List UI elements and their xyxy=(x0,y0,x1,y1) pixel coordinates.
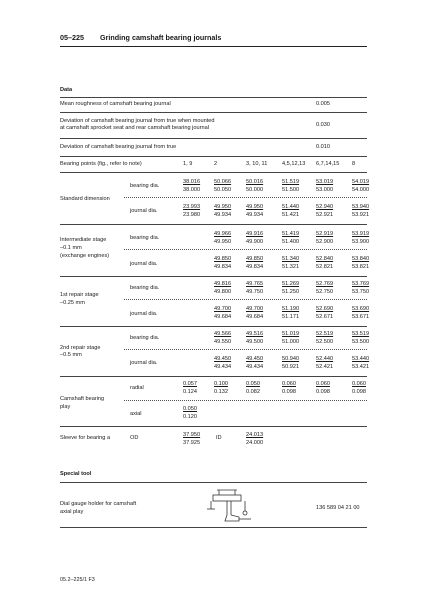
cell: 49.966 xyxy=(214,231,232,237)
bearing-dia-label: bearing dia. xyxy=(130,235,160,241)
stage-name: Intermediate stage xyxy=(60,237,107,243)
journal-dia-label: journal dia. xyxy=(130,360,158,366)
section-rule xyxy=(60,527,367,528)
cell: 49.950 xyxy=(246,204,264,210)
bearing-dia-label: bearing dia. xyxy=(130,183,160,189)
row-divider xyxy=(60,156,367,157)
cell: 52.421 xyxy=(316,364,334,370)
section-rule xyxy=(60,97,367,98)
cell: 24.000 xyxy=(246,440,264,446)
cell: 53.690 xyxy=(352,306,370,312)
cell: 0.060 xyxy=(352,381,366,387)
journal-dia-label: journal dia. xyxy=(130,208,158,214)
cell: 52.821 xyxy=(316,264,334,270)
cell: 37.950 xyxy=(183,432,201,438)
cell: 52.919 xyxy=(316,231,334,237)
column-header: 1, 9 xyxy=(183,161,193,167)
cell: 37.925 xyxy=(183,440,201,446)
cell: 49.800 xyxy=(214,289,232,295)
cell: 0.050 xyxy=(183,406,197,412)
cell: 51.419 xyxy=(282,231,300,237)
cell: 53.421 xyxy=(352,364,370,370)
cell: 49.550 xyxy=(214,339,232,345)
cell: 38.000 xyxy=(183,187,201,193)
bearing-dia-label: bearing dia. xyxy=(130,335,160,341)
cell: 51.250 xyxy=(282,289,300,295)
spec-label: at camshaft sprocket seat and rear camshaft bearing journal xyxy=(60,125,209,131)
special-tool-heading: Special tool xyxy=(60,471,92,477)
row-divider xyxy=(60,276,367,277)
row-divider xyxy=(60,172,367,173)
cell: 51.519 xyxy=(282,179,300,185)
cell: 53.940 xyxy=(352,204,370,210)
cell: 51.500 xyxy=(282,187,300,193)
bearing-points-label: Bearing points (fig., refer to note) xyxy=(60,161,142,167)
cell: 49.750 xyxy=(246,289,264,295)
cell: 23.993 xyxy=(183,204,201,210)
cell: 49.765 xyxy=(246,281,264,287)
column-header: 2 xyxy=(214,161,218,167)
cell: 49.834 xyxy=(246,264,264,270)
id-label: ID xyxy=(216,435,222,441)
stage-name: 2nd repair stage xyxy=(60,345,101,351)
journal-dia-label: journal dia. xyxy=(130,261,158,267)
cell: 50.921 xyxy=(282,364,300,370)
spec-value: 0.010 xyxy=(316,144,330,150)
page-title: Grinding camshaft bearing journals xyxy=(100,33,222,42)
cell: 49.916 xyxy=(246,231,264,237)
play-name: play xyxy=(60,404,71,410)
cell: 49.684 xyxy=(214,314,232,320)
cell: 49.434 xyxy=(214,364,232,370)
cell: 52.519 xyxy=(316,331,334,337)
cell: 0.120 xyxy=(183,414,197,420)
cell: 49.450 xyxy=(214,356,232,362)
section-rule xyxy=(60,482,367,483)
cell: 0.057 xyxy=(183,381,197,387)
cell: 0.098 xyxy=(352,389,366,395)
cell: 49.900 xyxy=(246,239,264,245)
cell: 0.098 xyxy=(316,389,330,395)
cell: 0.098 xyxy=(282,389,296,395)
row-divider xyxy=(124,400,367,401)
page-footer: 05.2–225/1 F3 xyxy=(60,577,95,583)
cell: 50.066 xyxy=(214,179,232,185)
tool-name: Dial gauge holder for camshaft xyxy=(60,501,137,507)
cell: 49.850 xyxy=(246,256,264,262)
cell: 50.050 xyxy=(214,187,232,193)
spec-label: Deviation of camshaft bearing journal from true xyxy=(60,144,177,150)
cell: 52.940 xyxy=(316,204,334,210)
cell: 0.060 xyxy=(316,381,330,387)
cell: 0.132 xyxy=(214,389,228,395)
cell: 50.000 xyxy=(246,187,264,193)
spec-value: 0.030 xyxy=(316,122,330,128)
data-heading: Data xyxy=(60,87,73,93)
cell: 53.921 xyxy=(352,212,370,218)
cell: 52.440 xyxy=(316,356,334,362)
journal-dia-label: journal dia. xyxy=(130,311,158,317)
cell: 53.821 xyxy=(352,264,370,270)
row-divider xyxy=(60,426,367,427)
cell: 53.440 xyxy=(352,356,370,362)
cell: 51.421 xyxy=(282,212,300,218)
cell: 49.950 xyxy=(214,204,232,210)
axial-label: axial xyxy=(130,411,142,417)
cell: 49.434 xyxy=(246,364,264,370)
cell: 49.934 xyxy=(214,212,232,218)
cell: 52.769 xyxy=(316,281,334,287)
cell: 49.566 xyxy=(214,331,232,337)
row-divider xyxy=(124,299,367,300)
cell: 49.450 xyxy=(246,356,264,362)
cell: 52.750 xyxy=(316,289,334,295)
row-divider xyxy=(60,326,367,327)
row-divider xyxy=(124,197,367,198)
row-divider xyxy=(124,249,367,250)
spec-label: Mean roughness of camshaft bearing journal xyxy=(60,101,171,107)
cell: 49.834 xyxy=(214,264,232,270)
cell: 52.900 xyxy=(316,239,334,245)
cell: 49.934 xyxy=(246,212,264,218)
cell: 51.321 xyxy=(282,264,300,270)
cell: 53.750 xyxy=(352,289,370,295)
stage-name: (exchange engines) xyxy=(60,253,110,259)
cell: 51.171 xyxy=(282,314,300,320)
cell: 0.082 xyxy=(246,389,260,395)
stage-name: Standard dimension xyxy=(60,196,110,202)
stage-name: –0.25 mm xyxy=(60,300,85,306)
cell: 51.440 xyxy=(282,204,300,210)
cell: 49.700 xyxy=(246,306,264,312)
spec-label: Deviation of camshaft bearing journal from true when mounted xyxy=(60,118,215,124)
page-number: 05–225 xyxy=(60,33,84,42)
cell: 51.190 xyxy=(282,306,300,312)
cell: 51.269 xyxy=(282,281,300,287)
cell: 51.019 xyxy=(282,331,300,337)
cell: 49.816 xyxy=(214,281,232,287)
cell: 50.016 xyxy=(246,179,264,185)
spec-value: 0.005 xyxy=(316,101,330,107)
cell: 54.019 xyxy=(352,179,370,185)
row-divider xyxy=(60,376,367,377)
cell: 50.940 xyxy=(282,356,300,362)
cell: 53.900 xyxy=(352,239,370,245)
cell: 49.950 xyxy=(214,239,232,245)
stage-name: –0.5 mm xyxy=(60,352,82,358)
cell: 24.013 xyxy=(246,432,264,438)
cell: 49.516 xyxy=(246,331,264,337)
header-rule xyxy=(60,46,367,47)
row-divider xyxy=(60,224,367,225)
play-name: Camshaft bearing xyxy=(60,396,105,402)
bearing-dia-label: bearing dia. xyxy=(130,285,160,291)
column-header: 6,7,14,15 xyxy=(316,161,340,167)
row-divider xyxy=(60,112,367,113)
cell: 38.016 xyxy=(183,179,201,185)
column-header: 8 xyxy=(352,161,356,167)
cell: 53.769 xyxy=(352,281,370,287)
column-header: 3, 10, 11 xyxy=(246,161,268,167)
cell: 49.850 xyxy=(214,256,232,262)
cell: 52.500 xyxy=(316,339,334,345)
cell: 0.060 xyxy=(282,381,296,387)
cell: 52.690 xyxy=(316,306,334,312)
cell: 53.671 xyxy=(352,314,370,320)
cell: 53.840 xyxy=(352,256,370,262)
column-header: 4,5,12,13 xyxy=(282,161,306,167)
radial-label: radial xyxy=(130,385,144,391)
stage-name: 1st repair stage xyxy=(60,292,99,298)
tool-name: axial play xyxy=(60,509,84,515)
cell: 53.019 xyxy=(316,179,334,185)
cell: 51.400 xyxy=(282,239,300,245)
cell: 53.919 xyxy=(352,231,370,237)
cell: 0.100 xyxy=(214,381,228,387)
tool-part-number: 136 589 04 21 00 xyxy=(316,505,360,511)
cell: 0.124 xyxy=(183,389,197,395)
cell: 51.000 xyxy=(282,339,300,345)
cell: 52.671 xyxy=(316,314,334,320)
cell: 51.340 xyxy=(282,256,300,262)
cell: 53.000 xyxy=(316,187,334,193)
row-divider xyxy=(60,138,367,139)
cell: 49.700 xyxy=(214,306,232,312)
cell: 49.500 xyxy=(246,339,264,345)
cell: 53.500 xyxy=(352,339,370,345)
dial-gauge-holder-drawing xyxy=(205,487,260,527)
od-label: OD xyxy=(130,435,139,441)
cell: 49.684 xyxy=(246,314,264,320)
cell: 54.000 xyxy=(352,187,370,193)
cell: 53.519 xyxy=(352,331,370,337)
stage-name: –0.1 mm xyxy=(60,245,82,251)
cell: 52.840 xyxy=(316,256,334,262)
cell: 23.980 xyxy=(183,212,201,218)
cell: 0.050 xyxy=(246,381,260,387)
row-divider xyxy=(124,349,367,350)
sleeve-label: Sleeve for bearing a xyxy=(60,435,111,441)
cell: 52.921 xyxy=(316,212,334,218)
